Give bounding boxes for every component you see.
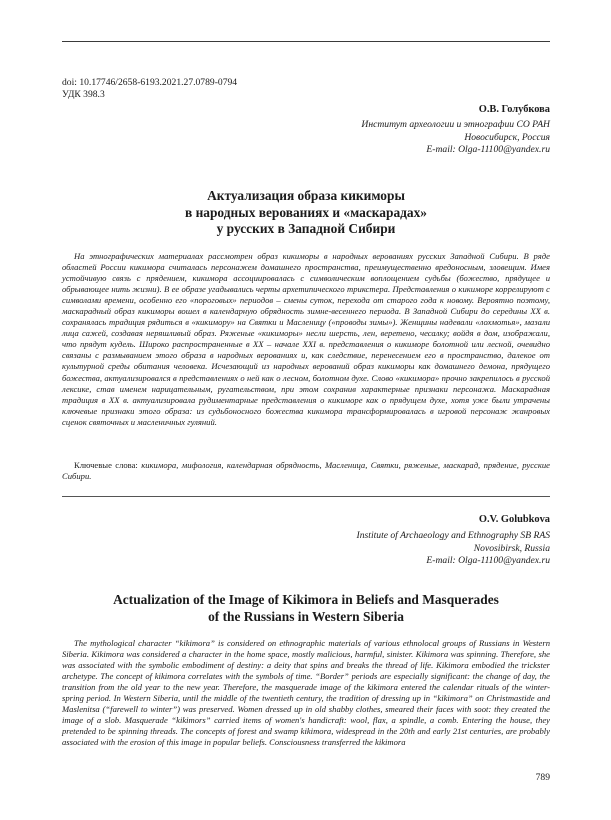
affiliation-line: Novosibirsk, Russia (473, 542, 550, 554)
doi: doi: 10.17746/2658-6193.2021.27.0789-0794 (62, 77, 238, 88)
affiliation-line: Институт археологии и этнографии СО РАН (361, 119, 550, 130)
affiliation-email: E-mail: Olga-11100@yandex.ru (426, 555, 550, 567)
abstract-ru (62, 251, 550, 428)
section-divider (62, 496, 550, 497)
keywords-ru (62, 460, 550, 482)
affiliation-en (230, 530, 550, 568)
title-line: Actualization of the Image of Kikimora in Beliefs and Masquerades (113, 592, 499, 607)
title-en (62, 592, 550, 625)
abstract-en (62, 638, 550, 748)
top-rule (62, 41, 550, 42)
keywords-label: Ключевые слова: (74, 460, 138, 470)
keywords-list: кикимора, мифология, календарная обрядность, Масленица, Святки, ряженые, маскарад, прядение, русские Сибири. (62, 460, 550, 482)
title-ru (62, 188, 550, 238)
author-en: O.V. Golubkova (478, 514, 550, 525)
udk: УДК 398.3 (62, 89, 105, 100)
affiliation-line: Новосибирск, Россия (464, 131, 550, 143)
affiliation-email: E-mail: Olga-11100@yandex.ru (426, 144, 550, 156)
title-line: Актуализация образа кикиморы (207, 188, 405, 203)
title-line: of the Russians in Western Siberia (208, 608, 404, 624)
affiliation-ru (230, 119, 550, 157)
title-line: в народных верованиях и «маскарадах» (185, 204, 427, 220)
affiliation-line: Institute of Archaeology and Ethnography SB RAS (356, 530, 550, 541)
author-ru: О.В. Голубкова (478, 104, 550, 115)
page-number: 789 (535, 772, 550, 783)
abstract-en-text: The mythological character “kikimora” is considered on ethnographic materials of various ethnolocal groups of Russians in Western Siberia. Kikimora was considered a character in the home space, mostly malicious, harmful, sinister. Kikimora was spinning. Therefore, she was associated with the symbolic embodiment of destiny: a deity that spins and breaks the thread of life. Kikimora embodied the trickster archetype. The concept of kikimora correlates with the symbols of time. “Border” periods are especially significant: the change of day, the transition from the old year to the new year. Therefore, the masquerade image of the kikimora entered the calendar rituals of the winter-spring period. In Western Siberia, until the middle of the twentieth century, the tradition of dressing up in “kikimora” on Christmastide and Maslenitsa (“farewell to winter”) was preserved. Women dressed up in old shabby clothes, smeared their faces with soot: they created the image of a slob. Masquerade “kikimors” carried items of women's handicraft: wool, flax, a spindle, a comb. Entering the house, they pretended to be spinning threads. The concepts of forest and swamp kikimora, widespread in the 20th and early 21st centuries, are probably associated with the erosion of this image in popular beliefs. Consciousness transferred the kikimora (62, 638, 550, 748)
title-line: у русских в Западной Сибири (216, 221, 396, 237)
abstract-ru-text: На этнографических материалах рассмотрен образ кикиморы в народных верованиях русских Западной Сибири. В ряде областей России кикимора считалась персонажем домашнего пространства, преимущественно вредоносным, зловещим. Имея устойчивую связь с прядением, кикимора ассоциировалась с символическим воплощением судьбы (божество, прядущее и обрывающее нить жизни). В ее образе угадывались черты архетипического трикстера. Представления о кикиморе коррелируют с символами времени, особенно его «пороговых» периодов – смены суток, перехода от старого года к новому. Вероятно поэтому, маскарадный образ кикиморы вошел в календарную обрядность зимне-весеннего периода. В Западной Сибири до середины XX в. сохранялась традиция рядиться в «кикимору» на Святки и Масленицу («проводы зимы»). Женщины надевали «лохмотья», мазали лица сажей, создавая неряшливый образ. Ряженые «кикиморы» несли шерсть, лен, веретено, чесалку; войдя в дом, изображали, что прядут кудель. Широко распространенные в XX – начале XXI в. представления о кикиморе болотной или лесной, очевидно связаны с размыванием этого образа в народных верованиях и, как следствие, перенесением его в пространство, далекое от культурной среды обитания человека. Исчезающий из народных верований образ кикиморы как домашнего демона, прядущего божества, актуализировался в представлениях о ней как о лесном, болотном духе. Слово «кикимора» прочно закрепилось в русской лексике, став именем нарицательным, ругательством, при этом сохранив характерные признаки персонажа. Маскарадная традиция в XX в. актуализировала рудиментарные представления о кикиморе как о прядущем духе, хотя уже были утрачены ключевые признаки этого образа: из судьбоносного божества кикимора трансформировалась в игровой персонаж жанровых сценок святочных и масленичных гуляний. (62, 251, 550, 427)
